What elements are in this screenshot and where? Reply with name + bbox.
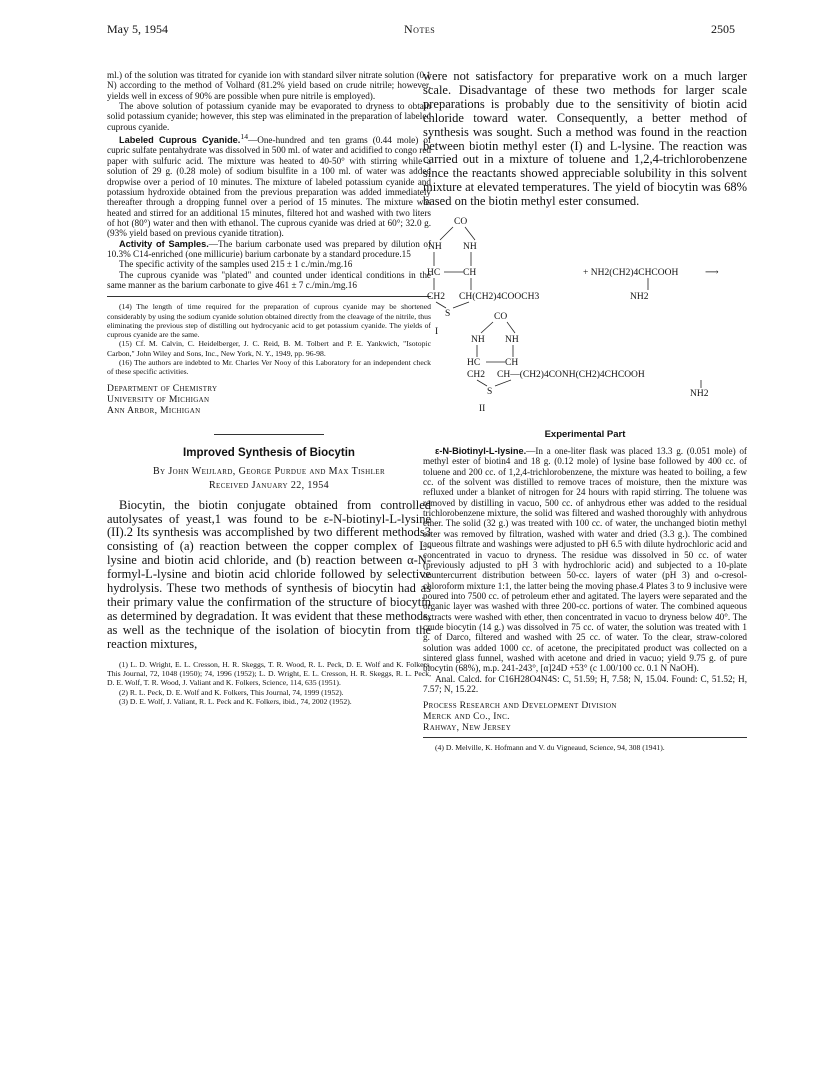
footnote: (14) The length of time required for the preparation of cuprous cyanide may be shortened considerably by using the sodium cyanide solution obtained directly from the cleavage of the nitrile, thus eliminating the previous step of distilling out hydrocyanic acid to get potassium cyanide. The yields of cuprous cyanide are the same. <box>107 302 431 340</box>
sulfur-label: S <box>445 309 451 320</box>
right-column <box>423 70 747 753</box>
left-column <box>107 70 431 706</box>
analysis: Anal. Calcd. for C16H28O4N4S: C, 51.59; H, 7.58; N, 15.04. Found: C, 51.52; H, 7.57; N, 15.22. <box>423 673 747 694</box>
affiliation <box>107 383 431 416</box>
header-section: Notes <box>404 22 436 36</box>
paragraph <box>107 239 431 260</box>
reference: (4) D. Melville, K. Hofmann and V. du Vigneaud, Science, 94, 308 (1941). <box>435 743 665 753</box>
reference: (3) D. E. Wolf, J. Valiant, R. L. Peck and K. Folkers, ibid., 74, 2002 (1952). <box>119 696 352 706</box>
amine-label: NH2 <box>630 292 649 303</box>
paragraph: The above solution of potassium cyanide may be evaporated to dryness to obtain solid potassium cyanide; however, this step was eliminated in the preparation of labeled cuprous cyanide. <box>107 101 431 132</box>
affiliation-line: Rahway, New Jersey <box>423 722 512 734</box>
footnote: (16) The authors are indebted to Mr. Charles Ver Nooy of this Laboratory for an independent check of these specific activities. <box>107 358 431 377</box>
affiliation-line: Department of Chemistry <box>107 382 218 394</box>
nh-label: NH <box>505 335 519 346</box>
chemical-scheme <box>423 213 747 385</box>
hc-label: HC <box>467 358 481 369</box>
affiliation-line: Process Research and Development Division <box>423 700 617 712</box>
footnote-ref: 14 <box>240 132 249 142</box>
lysine-reagent: + NH2(CH2)4CHCOOH <box>583 268 679 279</box>
run-in-heading: ε-N-Biotinyl-L-lysine. <box>435 446 527 457</box>
ch-label: CH <box>505 358 519 369</box>
article-title: Improved Synthesis of Biocytin <box>183 446 355 459</box>
paragraph-text: —In a one-liter flask was placed 13.3 g. (0.051 mole) of methyl ester of biotin4 and 18 g. (0.12 mole) of lysine base followed by 400 cc. of toluene and 200 cc. of 1,2,4-trichlorobenzene, the mixture was heated to boiling, a few cc. of the solvent was distilled to remove traces of moisture, then the mixture was refluxed under a blanket of nitrogen for 24 hours with rapid stirring. The toluene was removed by distilling in vacuo, 500 cc. of anhydrous ether was added to the residual trichlorobenzene mixture, the solid was filtered and washed thoroughly with anhydrous ether. The solid (32 g.) was treated with 100 cc. of water, the unchanged biotin methyl ester was removed by filtration, washed with water and dried (3.3 g.). The combined aqueous filtrate and washings were adjusted to pH 6.5 with dilute hydrochloric acid and concentrated in vacuo to dryness. The residue was dissolved in 50 cc. of water (previously adjusted to pH 3 with hydrochloric acid) and subjected to a 10-plate countercurrent distribution between 50-cc. layers of water (pH 3) and o-cresol-chloroform mixture 1:1, the latter being the moving phase.4 Plates 3 to 9 inclusive were poured into 7500 cc. of petroleum ether and agitated. The layers were separated and the organic layer was washed with three 200-cc. portions of water. The combined aqueous extracts were washed with ether, then concentrated in vacuo to dryness below 40°. The crude biocytin (14 g.) was dissolved in 75 cc. of water, the solution was treated with 1 g. of Darco, filtered and washed with 25 cc. of water. To the clear, straw-colored solution was added 1000 cc. of acetone, the precipitated product was collected on a sintered glass funnel, washed with acetone and dried in vacuo; yield 9.75 g. of pure biocytin (68%), m.p. 241-243°, [α]24D +53° (c 1.00/100 cc. 0.1 N NaOH). <box>423 446 747 674</box>
affiliation-line: Merck and Co., Inc. <box>423 711 510 723</box>
affiliation-line: University of Michigan <box>107 393 210 405</box>
amide-chain: CH—(CH2)4CONH(CH2)4CHCOOH <box>497 370 645 381</box>
paragraph <box>107 132 431 239</box>
run-in-heading: Activity of Samples. <box>119 238 209 249</box>
section-heading: Experimental Part <box>544 429 626 441</box>
received-date: Received January 22, 1954 <box>208 479 330 491</box>
amine-label: NH2 <box>690 389 709 400</box>
header-date: May 5, 1954 <box>107 22 168 36</box>
ch2-label: CH2 <box>467 370 485 381</box>
compound-II-lower <box>423 370 747 425</box>
section-divider <box>214 434 324 435</box>
paragraph-text: —One-hundred and ten grams (0.44 mole) of cupric sulfate pentahydrate was dissolved in 500 ml. of water and acidified to congo red paper with sulfuric acid. The mixture was heated to 40-50° with stirring while a solution of 29 g. (0.28 mole) of sodium bisulfite in a 100 ml. of water was added dropwise over a period of 10 minutes. The mixture of labeled potassium cyanide and potassium hydroxide obtained from the previous preparation was added immediately thereafter through a dropping funnel over a period of 15 minutes. The mixture was heated and stirred for an additional 15 minutes, filtered hot and washed with two liters of hot (80°) water and then with ethanol. The cuprous cyanide was dried at 60°; 32.0 g. (93% yield based on previous cyanide titration). <box>107 135 432 239</box>
carbonyl-label: CO <box>454 217 468 228</box>
compound-II-lower-svg <box>423 369 747 415</box>
hc-label: HC <box>427 268 441 279</box>
reference: (2) R. L. Peck, D. E. Wolf and K. Folkers, This Journal, 74, 1999 (1952). <box>119 687 344 697</box>
page-number: 2505 <box>711 22 735 36</box>
sulfur-label: S <box>487 387 493 398</box>
ch2-label: CH2 <box>427 292 445 303</box>
nh-label: NH <box>428 242 442 253</box>
footnote-divider <box>423 737 747 738</box>
paragraph: The specific activity of the samples used 215 ± 1 c./min./mg.16 <box>119 259 353 270</box>
footnote: (15) Cf. M. Calvin, C. Heidelberger, J. C. Reid, B. M. Tolbert and P. E. Yankwich, "Isotopic Carbon," John Wiley and Sons, Inc., New York, N. Y., 1949, pp. 96-98. <box>107 339 431 358</box>
affiliation-line: Ann Arbor, Michigan <box>107 404 201 416</box>
compound-label-II: II <box>479 404 486 415</box>
ch-label: CH <box>463 268 477 279</box>
carbonyl-label: CO <box>494 312 508 323</box>
body-text: Biocytin, the biotin conjugate obtained from controlled autolysates of yeast,1 was found to be ε-N-biotinyl-L-lysine (II).2 Its synthesis was accomplished by two different methods3 consisting of (a) reaction between the copper complex of L-lysine and biotin acid chloride, and (b) reaction between α-N-formyl-L-lysine and biotin acid chloride followed by selective hydrolysis. These two methods of synthesis of biocytin had as their primary value the confirmation of the structure of biocytin as determined by degradation. It was evident that these methods, as well as the technique of the isolation of biocytin from the reaction mixtures, <box>107 497 431 651</box>
nh-label: NH <box>463 242 477 253</box>
reference: (1) L. D. Wright, E. L. Cresson, H. R. Skeggs, T. R. Wood, R. L. Peck, D. E. Wolf and K. Folkers, This Journal, 72, 1048 (1950); 74, 1996 (1952); L. D. Wright, E. L. Cresson, H. R. Skeggs, R. L. Peck, D. E. Wolf, T. R. Wood, J. Valiant and K. Folkers, Science, 114, 635 (1951). <box>107 659 431 688</box>
compound-label-I: I <box>435 327 439 338</box>
run-in-heading: Labeled Cuprous Cyanide. <box>119 135 241 146</box>
nh-label: NH <box>471 335 485 346</box>
affiliation <box>423 700 747 733</box>
paragraph: The cuprous cyanide was "plated" and counted under identical conditions in the same manner as the barium carbonate to give 461 ± 7 c./min./mg.16 <box>107 269 431 290</box>
body-text: were not satisfactory for preparative work on a much larger scale. Disadvantage of these two methods for larger scale preparations is probably due to the sensitivity of biotin acid chloride toward water. Consequently, a better method of synthesis was sought. Such a method was found in the reaction between biotin methyl ester (I) and L-lysine. The reaction was carried out in a mixture of toluene and 1,2,4-trichlorobenzene since the reactants showed appreciable solubility in this solvent mixture at elevated temperatures. The yield of biocytin was 68% based on the biotin methyl ester consumed. <box>423 69 747 209</box>
running-header <box>0 22 827 38</box>
paragraph <box>423 446 747 674</box>
ester-chain: CH(CH2)4COOCH3 <box>459 292 540 303</box>
article-authors: By John Weijlard, George Purdue and Max Tishler <box>152 465 386 477</box>
paragraph-text: —The barium carbonate used was prepared by dilution of 10.3% C14-enriched (one millicurie) barium carbonate by a standard procedure.15 <box>107 238 431 259</box>
paragraph: ml.) of the solution was titrated for cyanide ion with standard silver nitrate solution (0.1 N) according to the method of Volhard (81.2% yield based on crude nitrile; however, yields well in excess of 90% are possible when pure nitrile is employed). <box>107 70 431 101</box>
reaction-arrow: ⟶ <box>705 268 719 279</box>
footnote-divider <box>107 296 431 297</box>
